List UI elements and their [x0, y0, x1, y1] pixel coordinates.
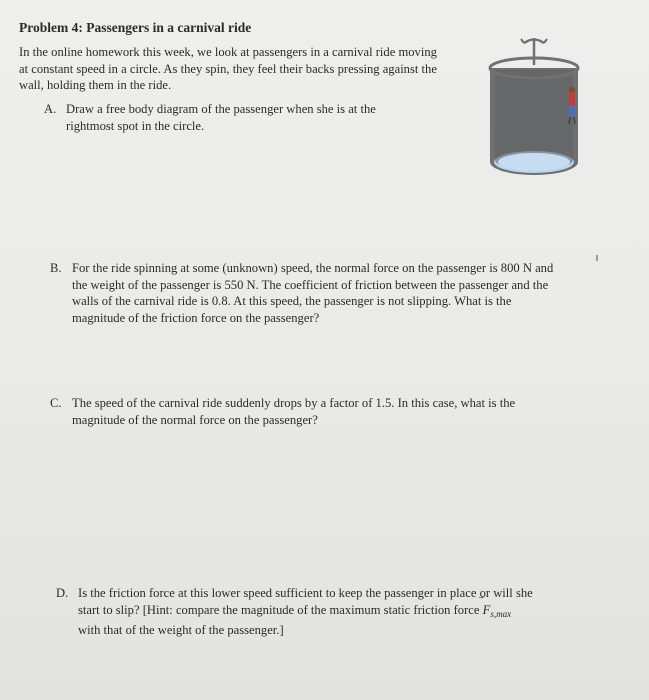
question-b-text: For the ride spinning at some (unknown) speed, the normal force on the passenger is 800 N and the weight of the passenger is 550 N. The coefficient of friction between the passenger and the walls of the carnival ride is 0.8. At this speed, the passenger is not slipping. What is the magnitude of the friction force on the passenger?	[72, 261, 554, 325]
friction-symbol	[483, 603, 511, 617]
question-d-text-before: Is the friction force at this lower speed sufficient to keep the passenger in place or will she start to slip? [Hint: compare the magnitude of the maximum static friction force	[78, 586, 533, 617]
mark-tick	[596, 255, 598, 261]
carnival-ride-illustration	[484, 30, 584, 180]
question-a-label: A.	[44, 102, 57, 116]
friction-symbol-subscript: s,max	[490, 608, 512, 619]
question-b	[50, 260, 560, 326]
problem-title: Problem 4: Passengers in a carnival ride	[19, 20, 252, 35]
question-b-label: B.	[50, 261, 62, 275]
question-d	[56, 585, 536, 639]
question-c	[50, 395, 560, 428]
cylinder-floor-inner	[498, 153, 570, 171]
question-c-label: C.	[50, 396, 62, 410]
question-a	[44, 101, 424, 134]
question-a-text: Draw a free body diagram of the passenger when she is at the rightmost spot in the circle.	[66, 102, 376, 133]
problem-intro: In the online homework this week, we look at passengers in a carnival ride moving at constant speed in a circle. As they spin, they feel their backs pressing against the wall, holding them in the ride.	[19, 45, 437, 92]
question-d-body	[78, 585, 536, 639]
friction-symbol-letter: F	[482, 602, 491, 617]
question-d-label: D.	[56, 586, 69, 600]
question-c-text: The speed of the carnival ride suddenly drops by a factor of 1.5. In this case, what is the magnitude of the normal force on the passenger?	[72, 396, 516, 427]
question-d-text-after: with that of the weight of the passenger.]	[78, 623, 284, 637]
